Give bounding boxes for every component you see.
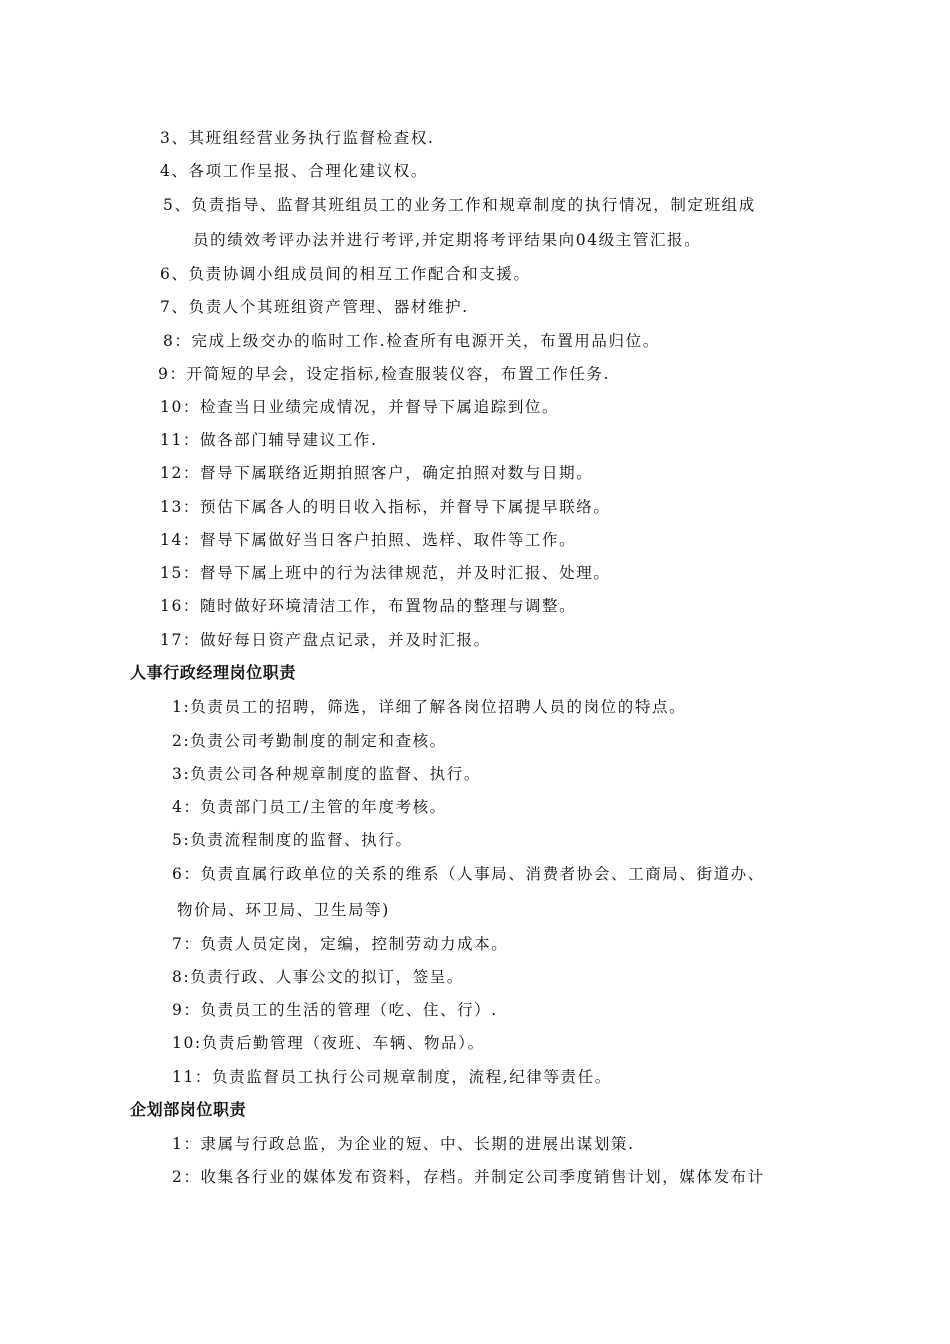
- duty-item: 4：负责部门员工/主管的年度考核。: [172, 798, 447, 816]
- duty-item: 17：做好每日资产盘点记录，并及时汇报。: [160, 631, 491, 649]
- duty-item: 12：督导下属联络近期拍照客户，确定拍照对数与日期。: [160, 464, 594, 482]
- duty-item: 1：隶属与行政总监，为企业的短、中、长期的进展出谋划策.: [172, 1135, 635, 1153]
- duty-item: 14：督导下属做好当日客户拍照、选样、取件等工作。: [160, 531, 577, 549]
- duty-item-continuation: 物价局、环卫局、卫生局等): [177, 901, 390, 919]
- duty-item: 11：做各部门辅导建议工作.: [160, 431, 378, 449]
- duty-item: 5、负责指导、监督其班组员工的业务工作和规章制度的执行情况，制定班组成: [163, 196, 756, 214]
- duty-item: 3:负责公司各种规章制度的监督、执行。: [172, 765, 481, 783]
- duty-item: 16：随时做好环境清洁工作，布置物品的整理与调整。: [160, 597, 577, 615]
- duty-item: 10：检查当日业绩完成情况，并督导下属追踪到位。: [160, 398, 560, 416]
- duty-item: 6、负责协调小组成员间的相互工作配合和支援。: [160, 265, 531, 283]
- duty-item: 3、其班组经营业务执行监督检查权.: [160, 129, 435, 147]
- duty-item: 4、各项工作呈报、合理化建议权。: [160, 162, 428, 180]
- duty-item: 6：负责直属行政单位的关系的维系（人事局、消费者协会、工商局、街道办、: [172, 865, 765, 883]
- duty-item: 13：预估下属各人的明日收入指标，并督导下属提早联络。: [160, 498, 611, 516]
- duty-item: 5:负责流程制度的监督、执行。: [172, 831, 413, 849]
- duty-item: 11：负责监督员工执行公司规章制度，流程,纪律等责任。: [172, 1068, 612, 1086]
- duty-item: 8:负责行政、人事公文的拟订，签呈。: [172, 968, 464, 986]
- duty-item-continuation: 员的绩效考评办法并进行考评,并定期将考评结果向04级主管汇报。: [193, 231, 702, 249]
- duty-item: 7、负责人个其班组资产管理、器材维护.: [160, 298, 469, 316]
- duty-item: 9：开简短的早会，设定指标,检查服装仪容，布置工作任务.: [158, 365, 611, 383]
- duty-item: 8：完成上级交办的临时工作.检查所有电源开关，布置用品归位。: [163, 332, 660, 350]
- section-heading-planning: 企划部岗位职责: [130, 1100, 247, 1119]
- duty-item: 10:负责后勤管理（夜班、车辆、物品）。: [172, 1034, 485, 1052]
- section-heading-hr-admin: 人事行政经理岗位职责: [130, 663, 297, 682]
- duty-item: 15：督导下属上班中的行为法律规范，并及时汇报、处理。: [160, 564, 611, 582]
- duty-item: 2:负责公司考勤制度的制定和查核。: [172, 732, 447, 750]
- duty-item: 1:负责员工的招聘，筛选，详细了解各岗位招聘人员的岗位的特点。: [172, 698, 687, 716]
- duty-item: 9：负责员工的生活的管理（吃、住、行）.: [172, 1001, 498, 1019]
- duty-item: 2：收集各行业的媒体发布资料，存档。并制定公司季度销售计划，媒体发布计: [172, 1168, 765, 1186]
- duty-item: 7：负责人员定岗，定编，控制劳动力成本。: [172, 935, 509, 953]
